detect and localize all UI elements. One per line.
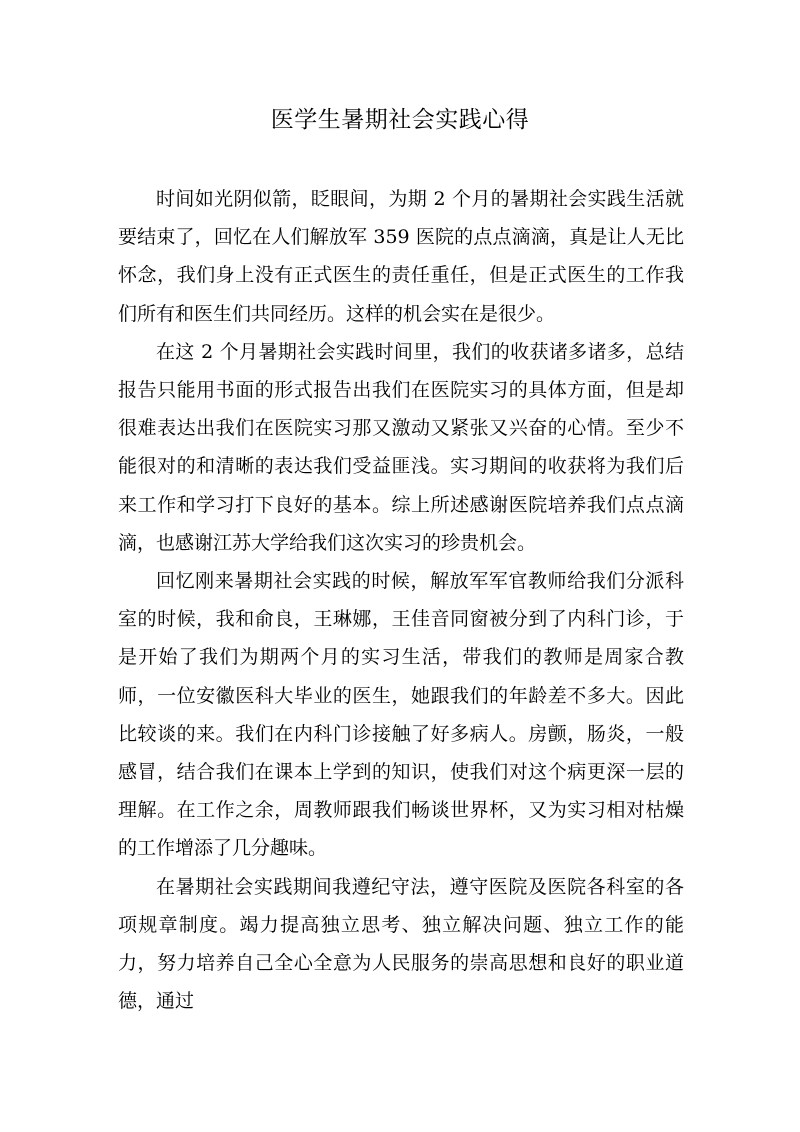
page-title: 医学生暑期社会实践心得 — [270, 107, 530, 133]
document-body — [118, 180, 684, 1020]
paragraph-4: 在暑期社会实践期间我遵纪守法，遵守医院及医院各科室的各项规章制度。竭力提高独立思考、独立解决问题、独立工作的能力，努力培养自己全心全意为人民服务的崇高思想和良好的职业道德，通过 — [118, 875, 684, 1013]
paragraph-3: 回忆刚来暑期社会实践的时候，解放军军官教师给我们分派科室的时候，我和俞良，王琳娜，王佳音同窗被分到了内科门诊，于是开始了我们为期两个月的实习生活，带我们的教师是周家合教师，一位安徽医科大毕业的医生，她跟我们的年龄差不多大。因此比较谈的来。我们在内科门诊接触了好多病人。房颤，肠炎，一般感冒，结合我们在课本上学到的知识，使我们对这个病更深一层的理解。在工作之余，周教师跟我们畅谈世界杯，又为实习相对枯燥的工作增添了几分趣味。 — [118, 570, 684, 860]
paragraph-2: 在这 2 个月暑期社会实践时间里，我们的收获诸多诸多，总结报告只能用书面的形式报告出我们在医院实习的具体方面，但是却很难表达出我们在医院实习那又激动又紧张又兴奋的心情。至少不能很对的和清晰的表达我们受益匪浅。实习期间的收获将为我们后来工作和学习打下良好的基本。综上所述感谢医院培养我们点点滴滴，也感谢江苏大学给我们这次实习的珍贵机会。 — [118, 340, 684, 554]
paragraph-1: 时间如光阴似箭，眨眼间，为期 2 个月的暑期社会实践生活就要结束了，回忆在人们解放军 359 医院的点点滴滴，真是让人无比怀念，我们身上没有正式医生的责任重任，但是正式医生的工作我们所有和医生们共同经历。这样的机会实在是很少。 — [118, 188, 684, 325]
